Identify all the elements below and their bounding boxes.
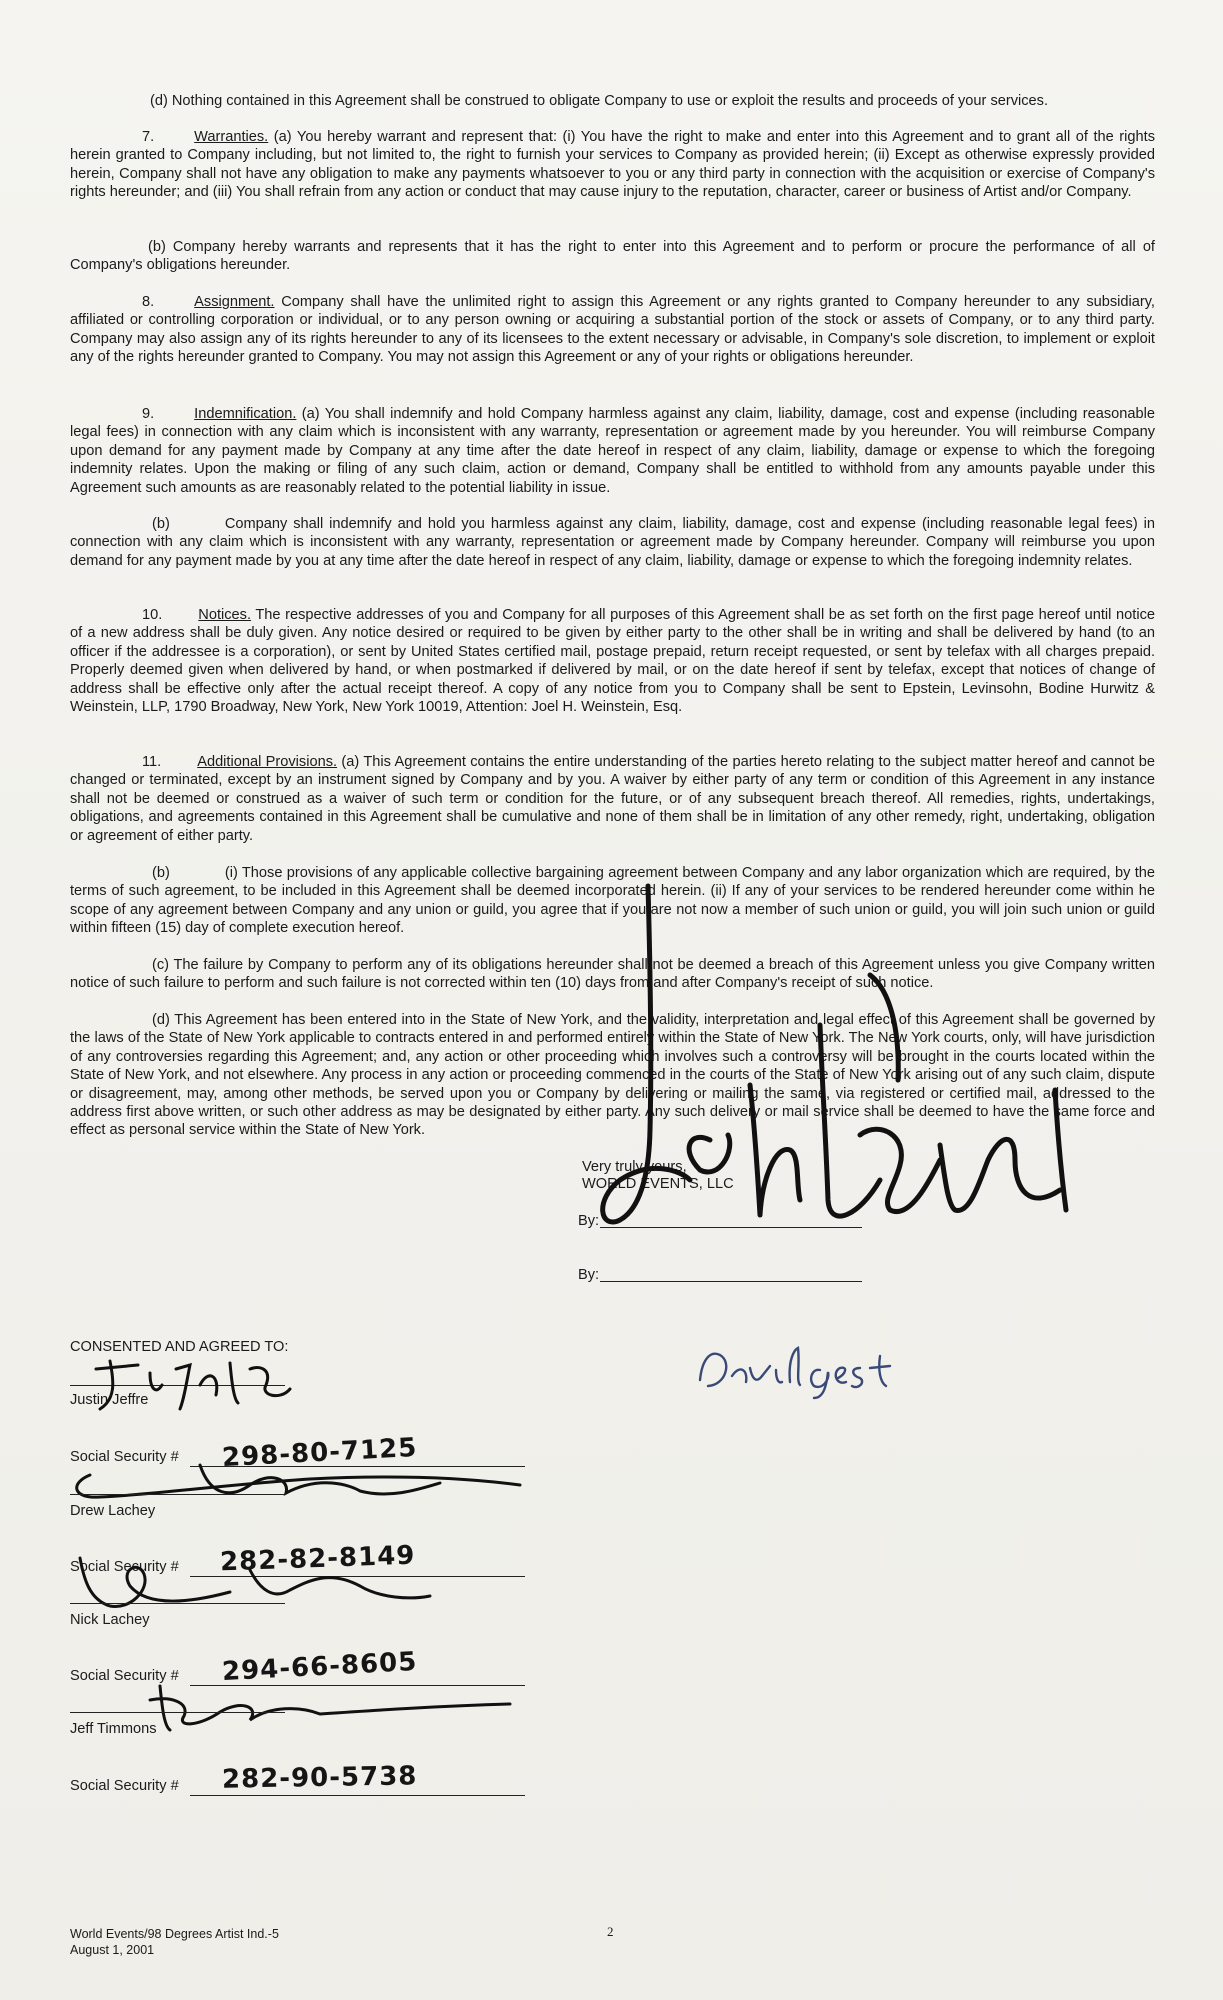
page-number: 2: [607, 1924, 614, 1939]
paragraph-11c-text: (c) The failure by Company to perform any of its obligations hereunder shall not be deemed a breach of this Agreement unless you give Company written notice of such failure to perform and such failure is not corrected within ten (10) days from and after Company's receipt of such notice.: [70, 957, 1155, 992]
ssn-label: Social Security #: [70, 1668, 179, 1684]
section-body: (a) You shall indemnify and hold Company harmless against any claim, liability, damage, cost and expense (including reasonable legal fees) in connection with any claim which is inconsistent with any warranty, representation or agreement made by you hereunder. You will reimburse Company upon demand for any payment made by Company at any time after the date hereof in respect of any claim, liability, damage or expense to which the foregoing indemnity relates. Upon the making or filing of any such claim, action or demand, Company shall be entitled to withhold from any amounts payable under this Agreement such amounts as are reasonably related to the potential liability in issue.: [70, 406, 1155, 496]
signer-name: Justin Jeffre: [70, 1392, 149, 1408]
section-heading: Warranties.: [194, 129, 269, 145]
by-label-2: By:: [578, 1267, 600, 1283]
paragraph-9b: [70, 515, 1155, 570]
ssn-label: Social Security #: [70, 1778, 179, 1794]
paragraph-9b-text: Company shall indemnify and hold you harmless against any claim, liability, damage, cost and expense (including reasonable legal fees) in connection with any claim which is inconsistent with any warranty, representation or agreement made by Company hereunder. Company will reimburse you upon demand for any payment made by you at any time after the date hereof in respect of any claim, liability, damage or expense to which the foregoing indemnity relates.: [70, 516, 1155, 569]
company-signer-name-handwriting: [690, 1340, 930, 1400]
ssn-handwritten: 282-82-8149: [219, 1540, 416, 1578]
paragraph-7-warranties: [70, 128, 1155, 202]
company-name: WORLD EVENTS, LLC: [582, 1176, 734, 1192]
footer-date: August 1, 2001: [70, 1943, 155, 1957]
section-number: 7.: [142, 129, 155, 145]
ssn-handwritten: 282-90-5738: [221, 1761, 418, 1795]
bleed-through-text: [610, 70, 614, 86]
ssn-handwritten: 294-66-8605: [221, 1646, 419, 1688]
closing-line: Very truly yours,: [582, 1159, 687, 1175]
section-heading: Indemnification.: [194, 406, 297, 422]
paragraph-11b-text: (i) Those provisions of any applicable collective bargaining agreement between Company and any labor organization which are required, by the terms of such agreement, to be included in this Agreement shall be deemed incorporated herein. (ii) If any of your services to be rendered hereunder come within he scope of any agreement between Company and any union or guild, you agree that if you are not now a member of such union or guild, you will join such union or guild within fifteen (15) day of complete execution hereof.: [70, 865, 1155, 937]
paragraph-7b-text: (b) Company hereby warrants and represents that it has the right to enter into this Agreement and to perform or procure the performance of all of Company's obligations hereunder.: [70, 239, 1155, 274]
signature-jeff-timmons: [140, 1676, 530, 1736]
subsection-label: (b): [152, 865, 170, 881]
section-body: Company shall have the unlimited right to assign this Agreement or any rights granted to Company hereunder to any subsidiary, affiliated or controlling corporation or individual, or to any person owning or acquiring a substantial portion of the stock or assets of Company, or to any third party. Company may also assign any of its rights hereunder to any of its licensees to the extent necessary or advisable, in Company's sole discretion, to implement or exploit any of the rights hereunder granted to Company. You may not assign this Agreement or any of your rights or obligations hereunder.: [70, 294, 1155, 366]
paragraph-11-additional-provisions: [70, 753, 1155, 845]
signer-name: Nick Lachey: [70, 1612, 150, 1628]
paragraph-7d-text: (d) Nothing contained in this Agreement shall be construed to obligate Company to use or exploit the results and proceeds of your services.: [150, 93, 1049, 109]
ssn-label: Social Security #: [70, 1449, 179, 1465]
ssn-label: Social Security #: [70, 1559, 179, 1575]
signature-line: [70, 1712, 285, 1713]
consent-heading: CONSENTED AND AGREED TO:: [70, 1339, 289, 1355]
ssn-handwritten: 298-80-7125: [221, 1432, 419, 1474]
ssn-line: [190, 1795, 525, 1796]
section-number: 11.: [142, 754, 162, 770]
section-number: 9.: [142, 406, 155, 422]
signer-name: Jeff Timmons: [70, 1721, 157, 1737]
section-heading: Assignment.: [194, 294, 275, 310]
signature-line: [70, 1494, 285, 1495]
paragraph-7b: [70, 238, 1155, 275]
paragraph-8-assignment: [70, 293, 1155, 367]
subsection-label: (b): [152, 516, 170, 532]
section-body: (a) This Agreement contains the entire understanding of the parties hereto relating to the subject matter hereof and cannot be changed or terminated, except by an instrument signed by Company and by you. A waiver by either party of any term or condition of this Agreement in any instance shall not be deemed or construed as a waiver of such term or condition for the future, or of any subsequent breach thereof. All remedies, rights, undertakings, obligations, and agreements contained in this Agreement shall be cumulative and none of them shall be in limitation of any other remedy, right, undertaking, obligation or agreement of either party.: [70, 754, 1155, 844]
section-body: The respective addresses of you and Company for all purposes of this Agreement shall be as set forth on the first page hereof until notice of a new address shall be duly given. Any notice desired or required to be given by either party to the other shall be in writing and shall be delivered by hand (to an officer if the addressee is a corporation), or sent by United States certified mail, postage prepaid, return receipt requested, or sent by telefax with all charges prepaid. Properly deemed given when delivered by hand, or when postmarked if delivered by mail, or on the date hereof if sent by telefax, except that notices of change of address shall be effective only after the actual receipt thereof. A copy of any notice from you to Company shall be sent to Epstein, Levinsohn, Bodine Hurwitz & Weinstein, LLP, 1790 Broadway, New York, New York 10019, Attention: Joel H. Weinstein, Esq.: [70, 607, 1155, 716]
paragraph-11d-text: (d) This Agreement has been entered into in the State of New York, and the validity, interpretation and legal effect of this Agreement shall be governed by the laws of the State of New York applicable to contracts entered in and performed entirely within the State of New York. The New York courts, only, will have jurisdiction of any controversies regarding this Agreement; and, any action or other proceeding which involves such a controversy will be brought in the courts located within the State of New York, and not elsewhere. Any process in any action or proceeding commenced in the courts of the State of New York arising out of any such claim, dispute or disagreement, may, among other methods, be served upon you or Company by delivering or mailing the same, via registered or certified mail, addressed to the address first above written, or such other address as may be designated by either party. Any such delivery or mail service shall be deemed to have the same force and effect as personal service within the State of New York.: [70, 1012, 1155, 1139]
section-number: 10.: [142, 607, 163, 623]
by-label-1: By:: [578, 1213, 600, 1229]
signer-name: Drew Lachey: [70, 1503, 156, 1519]
section-body: (a) You hereby warrant and represent that: (i) You have the right to make and enter into this Agreement and to grant all of the rights herein granted to Company including, but not limited to, the right to furnish your services to Company as provided herein; (ii) Except as otherwise expressly provided herein, Company shall not have any obligation to make any payments whatsoever to you or any third party in connection with the acquisition or exercise of Company's rights hereunder; and (iii) You shall refrain from any action or conduct that may cause injury to the reputation, character, career or business of Artist and/or Company.: [70, 129, 1155, 201]
paragraph-10-notices: [70, 606, 1155, 716]
signature-nick-lachey: [60, 1550, 440, 1620]
signature-line: [70, 1603, 285, 1604]
signature-justin-jeffre: [90, 1355, 300, 1415]
section-heading: Additional Provisions.: [197, 754, 338, 770]
company-signature: [560, 880, 1120, 1290]
paragraph-7d: [70, 92, 1155, 110]
section-heading: Notices.: [198, 607, 252, 623]
section-number: 8.: [142, 294, 155, 310]
footer-doc-line: World Events/98 Degrees Artist Ind.-5: [70, 1927, 279, 1941]
paragraph-9-indemnification: [70, 405, 1155, 497]
